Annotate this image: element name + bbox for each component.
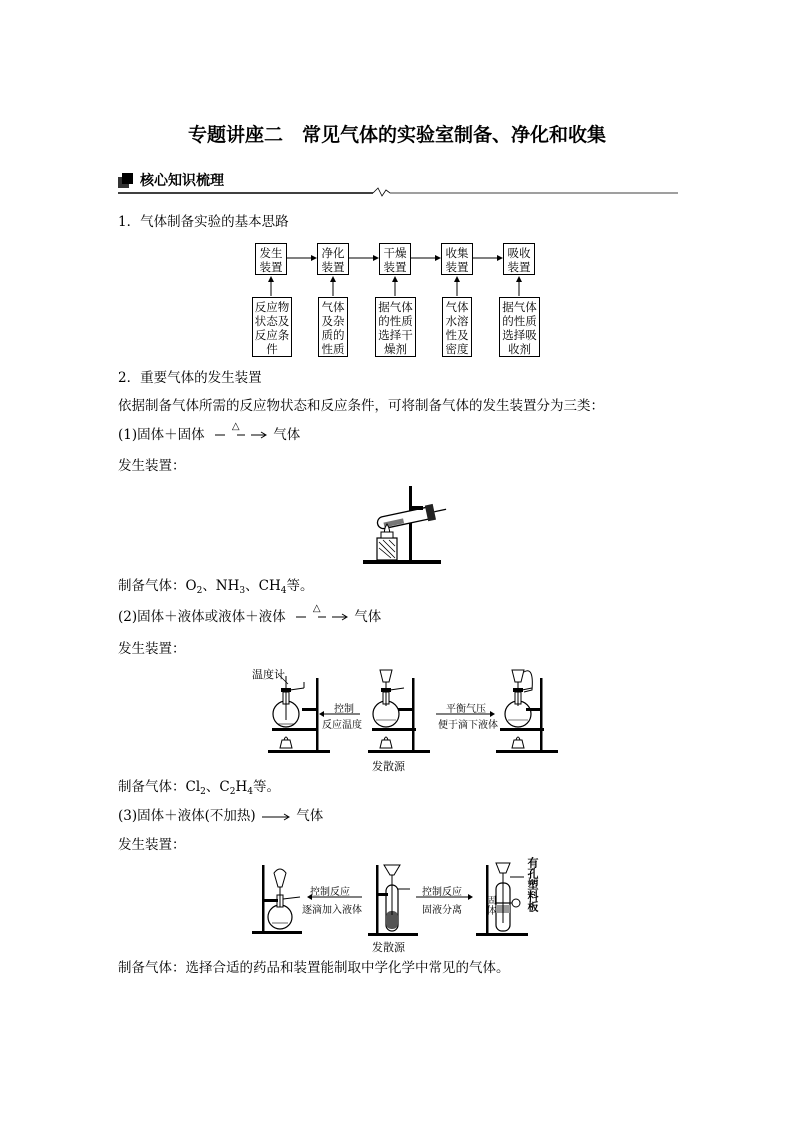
- case1-device-label: 发生装置：: [118, 458, 186, 474]
- case1-equation: [118, 421, 301, 445]
- case3-arrow-left-2: 逐滴加入液体: [302, 905, 362, 916]
- heat-arrow: [209, 421, 269, 445]
- case3-apparatus: [250, 855, 550, 955]
- case3-gases: 制备气体：选择合适的药品和装置能制取中学化学中常见的气体。: [118, 960, 510, 976]
- s1-heading: 1．气体制备实验的基本思路: [118, 214, 289, 230]
- flow-diagram: [250, 240, 550, 360]
- case2-arrow-right-1: 平衡气压: [446, 704, 486, 715]
- case2-arrow-left-2: 反应温度: [322, 720, 362, 731]
- solid-label: 固体: [484, 895, 495, 915]
- flow-top-box-5: 吸收 装置: [503, 243, 535, 275]
- case2-eq-right: 气体: [354, 609, 382, 625]
- case2-device-label: 发生装置：: [118, 641, 186, 657]
- case1-apparatus-diagram: [355, 480, 455, 570]
- case3-origin-label: 发散源: [372, 941, 405, 954]
- heat-condition: △: [231, 421, 240, 432]
- case1-gases-suffix: 等。: [286, 578, 314, 594]
- case1-gases-sub3: 4: [280, 586, 287, 596]
- plate-label: 有孔塑料板: [526, 857, 539, 912]
- case2-eq-left: (2)固体＋液体或液体＋液体: [118, 609, 286, 625]
- case2-gases-sub1: 2: [200, 787, 206, 797]
- flow-bottom-box-3: 据气体 的性质 选择干 燥剂: [375, 297, 416, 357]
- case3-device-label: 发生装置：: [118, 837, 186, 853]
- case1-gases-mid1: 、NH: [202, 578, 240, 594]
- flow-bottom-box-5: 据气体 的性质 选择吸 收剂: [499, 297, 540, 357]
- case3-arrow-right-1: 控制反应: [422, 887, 462, 898]
- case1-gases-sub2: 3: [239, 586, 246, 596]
- section-heading: [118, 170, 678, 198]
- case2-gases: [118, 777, 280, 802]
- heat-condition: △: [312, 603, 321, 614]
- flow-top-box-1: 发生 装置: [255, 243, 287, 275]
- case1-gases-sub1: 2: [196, 586, 203, 596]
- reaction-arrow-icon: [260, 810, 292, 824]
- case1-eq-right: 气体: [273, 427, 301, 443]
- flow-top-box-4: 收集 装置: [441, 243, 473, 275]
- case3-eq-left: (3)固体＋液体(不加热): [118, 808, 256, 824]
- flow-bottom-box-1: 反应物 状态及 反应条 件: [252, 297, 292, 357]
- case2-arrow-left-1: 控制: [334, 704, 354, 715]
- case2-gases-mid1: 、C: [205, 779, 230, 795]
- case1-gases-prefix: 制备气体：O: [118, 578, 197, 594]
- section-underline: [118, 184, 678, 198]
- flow-bottom-box-2: 气体 及杂 质的 性质: [318, 297, 348, 357]
- case2-arrow-right-2: 便于滴下液体: [438, 720, 498, 731]
- case3-arrow-left-1: 控制反应: [310, 887, 350, 898]
- case2-gases-sub2: 2: [229, 787, 236, 797]
- case1-gases-mid2: 、CH: [245, 578, 281, 594]
- case2-gases-prefix: 制备气体：Cl: [118, 779, 201, 795]
- case2-equation: [118, 603, 382, 627]
- case1-gases: [118, 576, 313, 601]
- section-heading-label: 核心知识梳理: [140, 173, 224, 189]
- case3-equation: [118, 806, 323, 826]
- case3-arrow-right-2: 固液分离: [422, 905, 462, 916]
- page-title: 专题讲座二 常见气体的实验室制备、净化和收集: [187, 124, 606, 146]
- flow-top-box-3: 干燥 装置: [379, 243, 411, 275]
- s2-intro: 依据制备气体所需的反应物状态和反应条件，可将制备气体的发生装置分为三类：: [118, 398, 604, 414]
- flow-top-box-2: 净化 装置: [317, 243, 349, 275]
- case2-origin-label: 发散源: [372, 760, 405, 773]
- case1-eq-left: (1)固体＋固体: [118, 427, 205, 443]
- thermometer-label: 温度计: [252, 668, 285, 681]
- flow-bottom-box-4: 气体 水溶 性及 密度: [442, 297, 472, 357]
- s2-heading: 2．重要气体的发生装置: [118, 370, 262, 386]
- case2-gases-mid2: H: [235, 779, 248, 795]
- case3-eq-right: 气体: [296, 808, 324, 824]
- case2-gases-suffix: 等。: [252, 779, 280, 795]
- case2-apparatus: [248, 662, 558, 774]
- case2-gases-sub3: 4: [247, 787, 253, 797]
- heat-arrow: [290, 603, 350, 627]
